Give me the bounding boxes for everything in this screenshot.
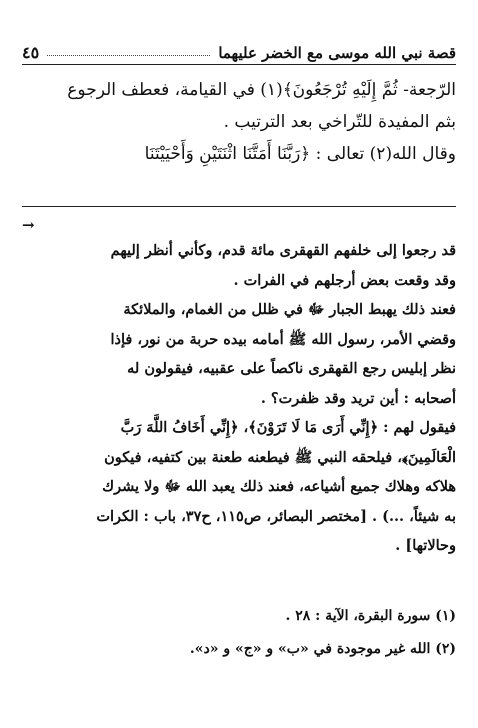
- note-line: وحالاتها] .: [395, 537, 456, 554]
- page-header: [22, 32, 456, 65]
- note-line: فيقول لهم : ﴿إِنِّي أَرَى مَا لَا تَرَوْنَ﴾، ﴿إِنِّي أَخَافُ اللَّهَ رَبَّ: [120, 419, 456, 436]
- footnote-2: (٢) الله غير موجودة في «ب» و «ج» و «د».: [189, 641, 456, 657]
- note-line: به شيئاً، ...) . [مختصر البصائر، ص١١٥، ح٣٧، باب : الكرات: [96, 507, 456, 525]
- footnote-1: (١) سورة البقرة، الآية : ٢٨ .: [285, 608, 456, 624]
- running-title: قصة نبي الله موسى مع الخضر عليهما: [218, 44, 456, 62]
- note-line: فعند ذلك يهبط الجبار ﷻ في ظلل من الغمام، والملائكة: [123, 301, 456, 318]
- note-line: الْعَالَمِينَ﴾، فيلحقه النبي ﷺ فيطعنه طعنة بين كتفيه، فيكون: [104, 448, 456, 466]
- main-text: [22, 74, 456, 170]
- footnotes: [22, 600, 456, 666]
- note-line: وقد وقعت بعض أرجلهم في الفرات .: [233, 271, 456, 289]
- note-line: أصحابه : أين تريد وقد ظفرت؟ .: [260, 389, 456, 407]
- header-dotted-rule: [47, 54, 210, 56]
- page-number: ٤٥: [22, 43, 40, 62]
- note-line: وقضي الأمر، رسول الله ﷺ أمامه بيده حربة من نور، فإذا: [110, 330, 456, 348]
- main-line: الرّجعة- ثُمَّ إِلَيْهِ تُرْجَعُونَ﴾(١) في القيامة، فعطف الرجوع: [67, 80, 456, 100]
- main-line: بثم المفيدة للتّراخي بعد الترتيب .: [223, 112, 456, 132]
- note-line: قد رجعوا إلى خلفهم القهقرى مائة قدم، وكأني أنظر إليهم: [110, 242, 456, 259]
- main-line: وقال الله(٢) تعالى : ﴿رَبَّنَا أَمَتَّنَا اثْنَتَيْنِ وَأَحْيَيْتَنَا: [144, 144, 456, 164]
- note-line: نظر إبليس رجع القهقرى ناكصاً على عقبيه، فيقولون له: [127, 360, 456, 377]
- continued-footnote: [22, 236, 456, 561]
- continuation-arrow-icon: →: [22, 216, 35, 234]
- note-line: هلاكه وهلاك جميع أشياعه، فعند ذلك يعبد الله ﷻ ولا يشرك: [102, 478, 456, 495]
- footnote-separator: [22, 206, 456, 207]
